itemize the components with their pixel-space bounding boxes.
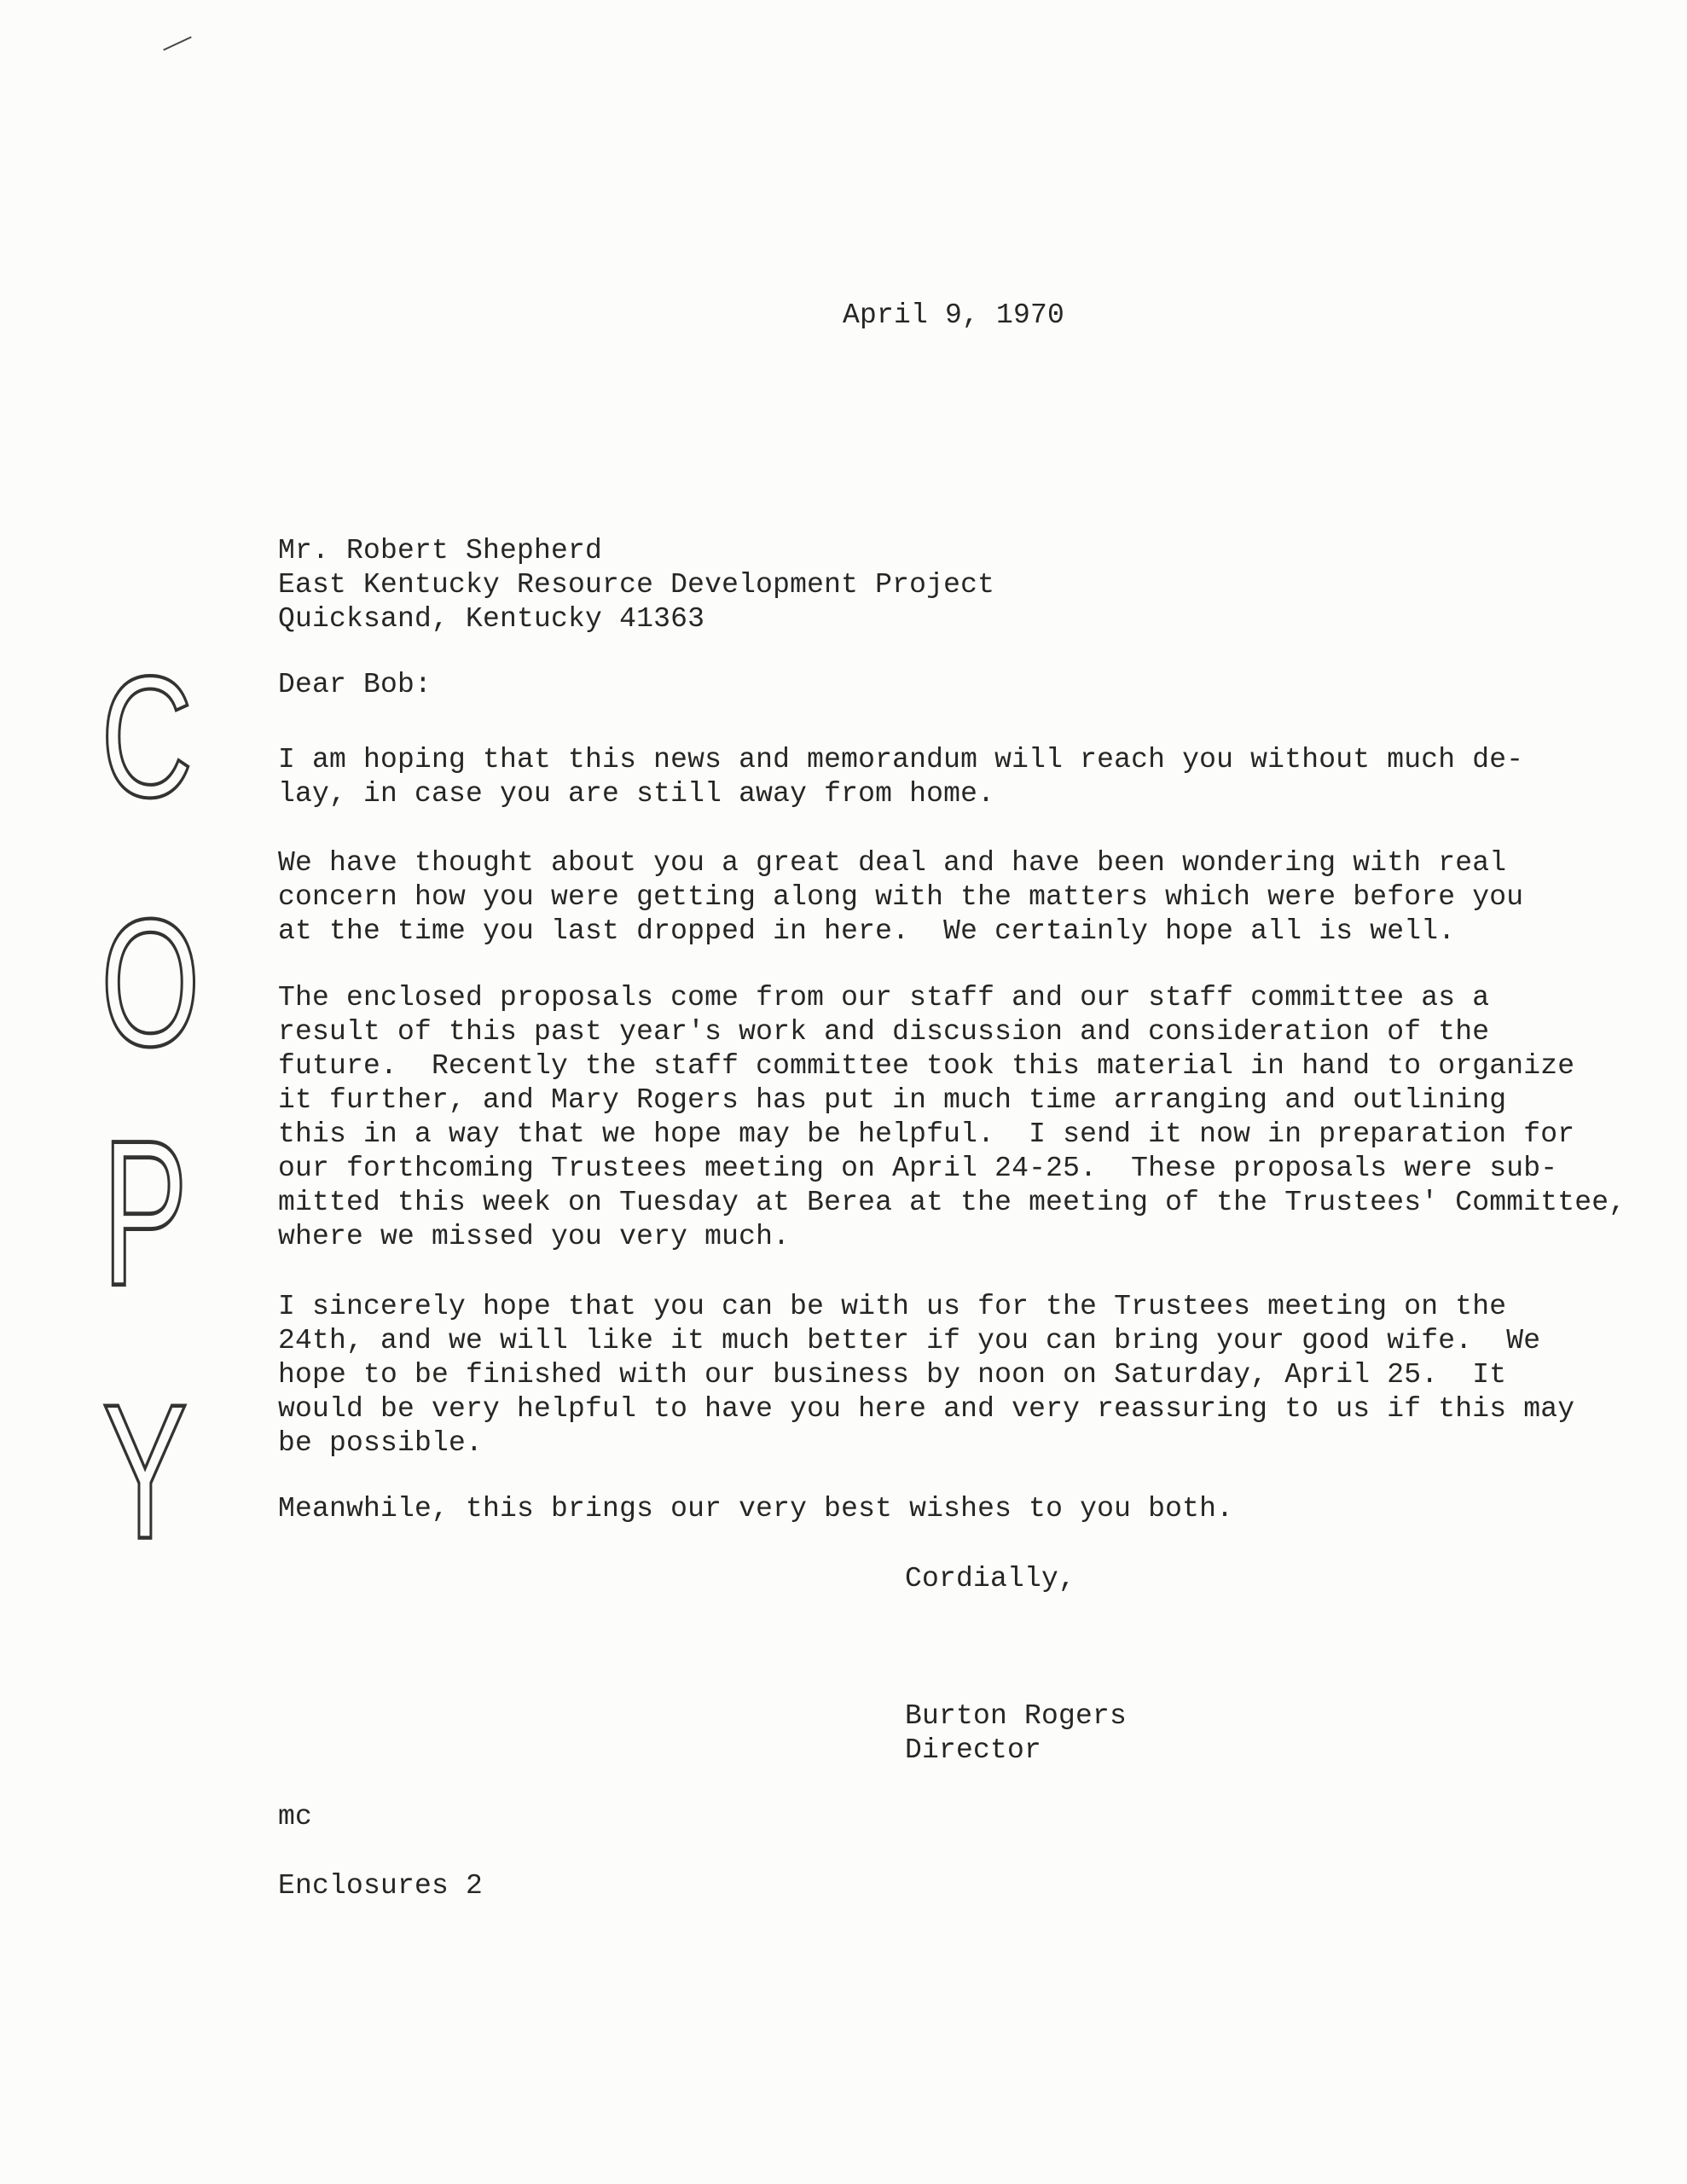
text-line: I sincerely hope that you can be with us for the Trustees meeting on the [278,1291,1507,1322]
typist-initials: mc [278,1801,313,1833]
text-line: where we missed you very much. [278,1221,791,1252]
stray-pen-mark [163,36,191,50]
copy-stamp-letter-o: O [101,880,200,1084]
text-line: mitted this week on Tuesday at Berea at the meeting of the Trustees' Committee, [278,1187,1626,1218]
address-line: Quicksand, Kentucky 41363 [278,603,705,635]
text-line: result of this past year's work and discussion and consideration of the [278,1016,1490,1048]
recipient-address [278,534,994,636]
copy-stamp-letter-p: P [101,1096,188,1329]
paragraph-2 [278,846,1523,949]
text-line: be possible. [278,1427,484,1459]
signer-title: Director [905,1734,1042,1766]
paragraph-5 [278,1492,1233,1526]
text-line: We have thought about you a great deal and have been wondering with real [278,847,1507,879]
text-line: this in a way that we hope may be helpful. I send it now in preparation for [278,1118,1575,1150]
text-line: I am hoping that this news and memorandum will reach you without much de- [278,744,1524,775]
copy-stamp-letter-c: C [101,639,194,834]
text-line: hope to be finished with our business by noon on Saturday, April 25. It [278,1359,1507,1391]
address-line: Mr. Robert Shepherd [278,535,603,566]
text-line: 24th, and we will like it much better if you can bring your good wife. We [278,1325,1541,1356]
text-line: it further, and Mary Rogers has put in much time arranging and outlining [278,1084,1507,1116]
text-line: future. Recently the staff committee took this material in hand to organize [278,1050,1575,1082]
copy-stamp-letter-y: Y [101,1363,188,1579]
signer-name: Burton Rogers [905,1700,1128,1732]
text-line: would be very helpful to have you here and very reassuring to us if this may [278,1393,1575,1425]
paragraph-4 [278,1290,1574,1461]
text-line: our forthcoming Trustees meeting on April 24-25. These proposals were sub- [278,1153,1558,1184]
text-line: The enclosed proposals come from our staff and our staff committee as a [278,982,1490,1014]
text-line: lay, in case you are still away from home. [278,778,995,810]
text-line: Meanwhile, this brings our very best wishes to you both. [278,1493,1234,1525]
closing: Cordially, [905,1563,1076,1594]
paragraph-1 [278,743,1523,811]
text-line: at the time you last dropped in here. We certainly hope all is well. [278,915,1456,947]
salutation: Dear Bob: [278,669,432,700]
enclosures-note: Enclosures 2 [278,1870,484,1902]
signature-block [905,1699,1127,1768]
paragraph-3 [278,981,1626,1254]
text-line: concern how you were getting along with the matters which were before you [278,881,1524,913]
address-line: East Kentucky Resource Development Project [278,569,995,601]
letter-date: April 9, 1970 [843,299,1065,331]
